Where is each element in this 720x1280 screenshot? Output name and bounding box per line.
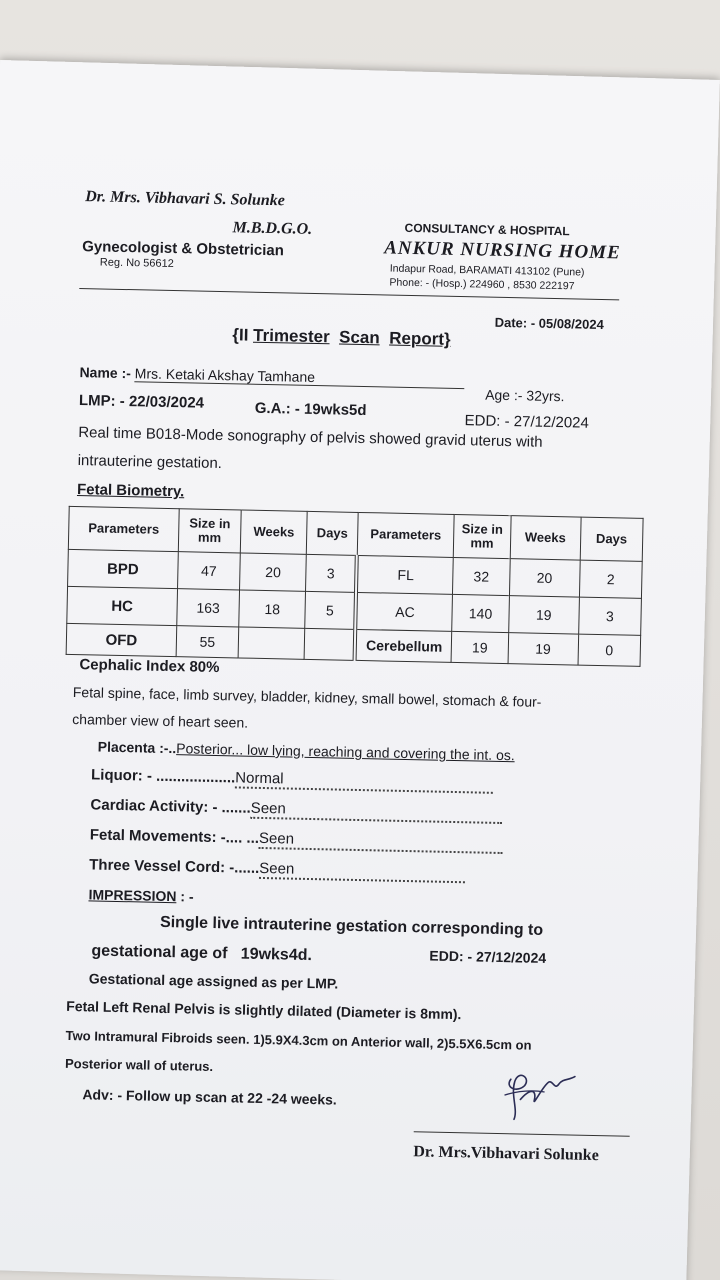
table-cell: 0 xyxy=(578,634,641,666)
movements-label: Fetal Movements: -.... ... xyxy=(89,826,260,847)
table-cell xyxy=(238,627,305,659)
col-header: Weeks xyxy=(240,510,307,554)
biometry-table xyxy=(66,506,644,667)
table-cell: AC xyxy=(356,592,453,631)
cardiac-value: Seen xyxy=(251,800,503,824)
table-cell xyxy=(304,628,355,660)
doctor-specialty: Gynecologist & Obstetrician xyxy=(81,238,285,260)
impression-edd: EDD: - 27/12/2024 xyxy=(429,947,547,966)
biometry-heading: Fetal Biometry. xyxy=(76,481,185,501)
impression-heading-suffix: : - xyxy=(180,888,194,905)
name-label: Name :- xyxy=(79,364,132,382)
table-cell: 18 xyxy=(239,590,306,628)
doctor-reg: Reg. No 56612 xyxy=(99,256,174,271)
advice: Adv: - Follow up scan at 22 -24 weeks. xyxy=(82,1086,337,1108)
table-cell: 19 xyxy=(508,633,579,665)
impression-line-1: Single live intrauterine gestation corresponding to xyxy=(159,913,544,939)
impression-ga-label: gestational age of xyxy=(91,942,228,963)
table-cell: FL xyxy=(356,555,453,594)
liquor-label: Liquor: - ................... xyxy=(90,766,236,787)
fibroids-line-2: Posterior wall of uterus. xyxy=(64,1055,214,1075)
table-cell: HC xyxy=(67,586,178,625)
ga: G.A.: - 19wks5d xyxy=(254,399,367,420)
table-cell: 32 xyxy=(453,557,510,595)
placenta-line xyxy=(98,739,515,764)
title-word-report: Report} xyxy=(389,328,451,349)
table-cell: 5 xyxy=(305,591,356,629)
title-word-scan: Scan xyxy=(338,327,380,348)
placenta-value: Posterior... low lying, reaching and covering the int. os. xyxy=(176,740,515,764)
cardiac-line xyxy=(90,796,503,824)
table-cell: 3 xyxy=(306,554,357,592)
table-cell: 20 xyxy=(509,559,580,597)
signature-name: Dr. Mrs.Vibhavari Solunke xyxy=(413,1143,599,1165)
doctor-name: Dr. Mrs. Vibhavari S. Solunke xyxy=(85,188,285,210)
patient-age: Age :- 32yrs. xyxy=(484,386,565,405)
table-cell: 20 xyxy=(240,553,307,591)
lmp: LMP: - 22/03/2024 xyxy=(78,392,205,412)
cephalic-index: Cephalic Index 80% xyxy=(79,656,220,677)
report-title xyxy=(232,325,451,350)
survey-line-1: Fetal spine, face, limb survey, bladder, kidney, small bowel, stomach & four- xyxy=(72,683,542,710)
title-prefix: {II xyxy=(232,325,249,345)
impression-heading-line xyxy=(88,886,193,904)
col-header: Parameters xyxy=(357,512,454,557)
cord-label: Three Vessel Cord: -...... xyxy=(89,856,260,877)
col-header: Parameters xyxy=(68,506,179,551)
survey-line-2: chamber view of heart seen. xyxy=(72,710,249,731)
table-cell: 163 xyxy=(177,589,240,627)
col-header: Days xyxy=(307,511,358,555)
intro-line-2: intrauterine gestation. xyxy=(77,452,223,473)
col-header: Size in mm xyxy=(178,509,241,553)
hospital-name: ANKUR NURSING HOME xyxy=(383,237,621,264)
edd: EDD: - 27/12/2024 xyxy=(464,412,590,432)
fibroids-line-1: Two Intramural Fibroids seen. 1)5.9X4.3cm on Anterior wall, 2)5.5X6.5cm on xyxy=(65,1027,532,1053)
doctor-degree: M.B.D.G.O. xyxy=(232,219,313,238)
hospital-address: Indapur Road, BARAMATI 413102 (Pune) xyxy=(389,262,585,279)
cardiac-label: Cardiac Activity: - ....... xyxy=(90,796,251,817)
impression-line-2 xyxy=(91,942,312,965)
impression-line-3: Gestational age assigned as per LMP. xyxy=(88,970,339,992)
table-cell: 19 xyxy=(451,631,508,663)
placenta-label: Placenta :-.. xyxy=(97,738,177,757)
intro-line-1: Real time B018-Mode sonography of pelvis showed gravid uterus with xyxy=(78,424,543,451)
table-cell: 2 xyxy=(579,560,642,598)
name-value: Mrs. Ketaki Akshay Tamhane xyxy=(135,365,465,389)
table-cell: 19 xyxy=(508,596,579,634)
table-cell: 3 xyxy=(578,597,641,635)
hospital-phone: Phone: - (Hosp.) 224960 , 8530 222197 xyxy=(389,276,575,293)
col-header: Size in mm xyxy=(454,514,511,558)
table-cell: OFD xyxy=(66,623,177,656)
col-header: Days xyxy=(580,517,643,561)
title-word-trimester: Trimester xyxy=(252,325,330,347)
patient-name-line xyxy=(79,364,465,389)
impression-ga-value: 19wks4d. xyxy=(240,945,313,965)
liquor-line xyxy=(91,766,493,793)
table-cell: 140 xyxy=(452,594,509,632)
handwritten-signature xyxy=(496,1059,587,1125)
table-cell: BPD xyxy=(68,549,179,588)
cord-value: Seen xyxy=(259,860,465,883)
renal-finding: Fetal Left Renal Pelvis is slightly dilated (Diameter is 8mm). xyxy=(66,997,462,1023)
movements-line xyxy=(90,826,504,854)
table-cell: 55 xyxy=(176,626,239,658)
liquor-value: Normal xyxy=(235,769,493,793)
movements-value: Seen xyxy=(259,830,503,854)
cord-line xyxy=(89,856,465,883)
signature-rule xyxy=(414,1131,630,1137)
table-cell: 47 xyxy=(177,552,240,590)
report-date: Date: - 05/08/2024 xyxy=(494,314,604,333)
hospital-tag: CONSULTANCY & HOSPITAL xyxy=(404,220,570,239)
col-header: Weeks xyxy=(510,516,581,560)
impression-heading: IMPRESSION xyxy=(88,886,177,905)
table-cell: Cerebellum xyxy=(355,629,452,662)
